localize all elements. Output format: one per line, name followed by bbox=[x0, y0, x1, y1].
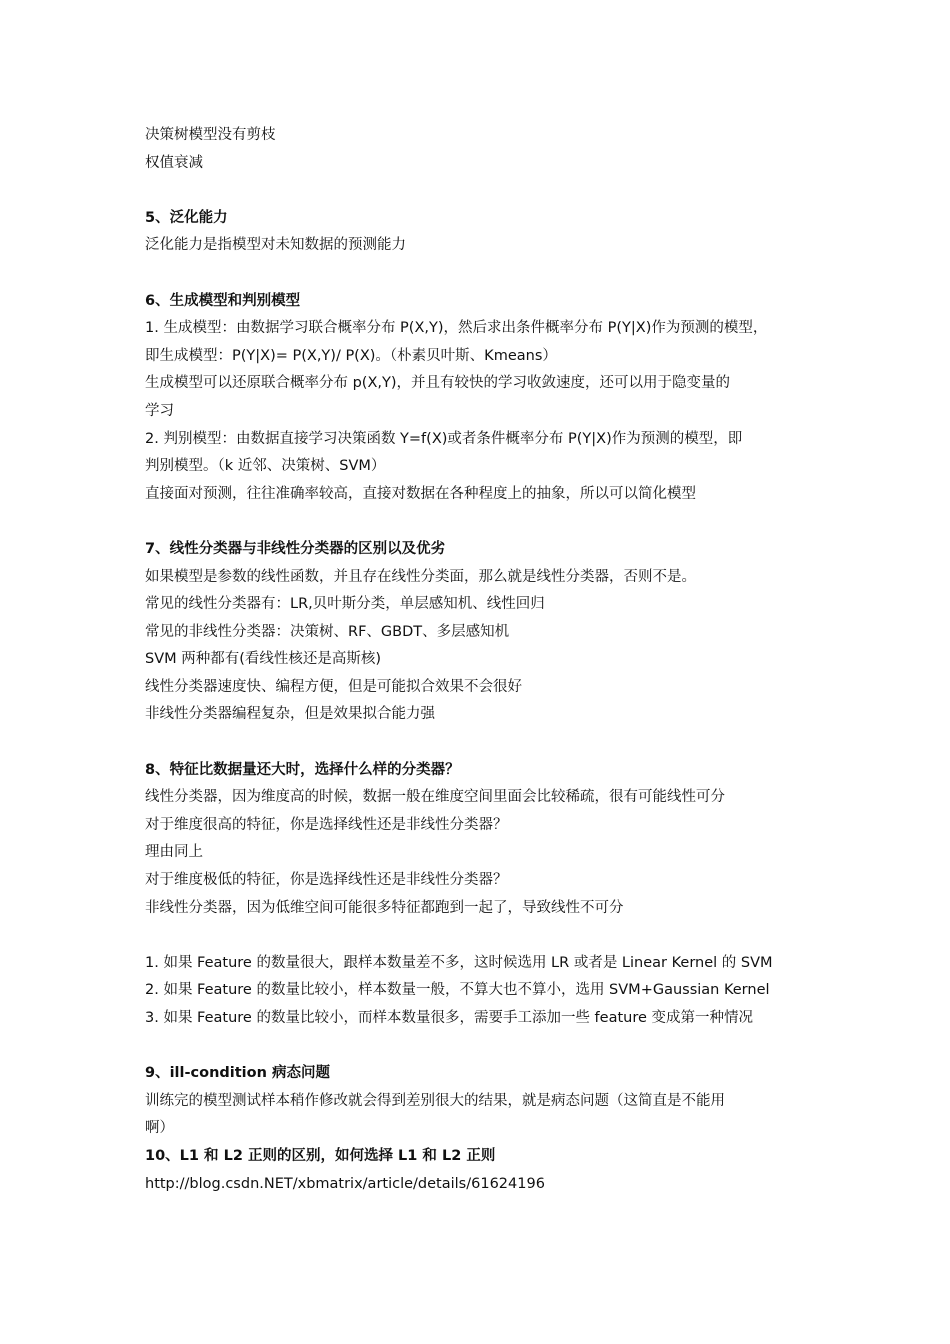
body-line: 常见的线性分类器有：LR,贝叶斯分类，单层感知机、线性回归 bbox=[145, 596, 545, 613]
section-heading-linear-classifiers: 7、线性分类器与非线性分类器的区别以及优劣 bbox=[145, 540, 446, 557]
body-line: 线性分类器，因为维度高的时候，数据一般在维度空间里面会比较稀疏，很有可能线性可分 bbox=[145, 789, 725, 806]
spacer bbox=[145, 508, 815, 536]
section-heading-l1-l2: 10、L1 和 L2 正则的区别，如何选择 L1 和 L2 正则 bbox=[145, 1147, 496, 1164]
body-line: 啊） bbox=[145, 1120, 174, 1137]
body-line: 即生成模型：P(Y|X)= P(X,Y)/ P(X)。（朴素贝叶斯、Kmeans） bbox=[145, 347, 557, 364]
spacer bbox=[145, 1033, 815, 1061]
body-line: 决策树模型没有剪枝 bbox=[145, 127, 276, 143]
section-heading-ill-condition: 9、ill-condition 病态问题 bbox=[145, 1065, 330, 1082]
body-line: 如果模型是参数的线性函数，并且存在线性分类面，那么就是线性分类器，否则不是。 bbox=[145, 568, 696, 585]
spacer bbox=[145, 260, 815, 288]
list-item: 1. 如果 Feature 的数量很大，跟样本数量差不多，这时候选用 LR 或者是 Linear Kernel 的 SVM bbox=[145, 954, 773, 971]
list-item: 3. 如果 Feature 的数量比较小，而样本数量很多，需要手工添加一些 feature 变成第一种情况 bbox=[145, 1010, 754, 1026]
body-line: 线性分类器速度快、编程方便，但是可能拟合效果不会很好 bbox=[145, 678, 522, 695]
body-line: 理由同上 bbox=[145, 844, 203, 861]
document-page bbox=[145, 122, 815, 1198]
body-line: 对于维度很高的特征，你是选择线性还是非线性分类器？ bbox=[145, 816, 508, 833]
body-line: 训练完的模型测试样本稍作修改就会得到差别很大的结果，就是病态问题（这简直是不能用 bbox=[145, 1092, 725, 1109]
body-line: 学习 bbox=[145, 402, 174, 419]
spacer bbox=[145, 922, 815, 950]
body-line: SVM 两种都有(看线性核还是高斯核) bbox=[145, 651, 382, 668]
body-line: 对于维度极低的特征，你是选择线性还是非线性分类器？ bbox=[145, 872, 508, 889]
spacer bbox=[145, 177, 815, 205]
body-line: 泛化能力是指模型对未知数据的预测能力 bbox=[145, 237, 406, 254]
section-heading-generative-discriminative: 6、生成模型和判别模型 bbox=[145, 292, 301, 309]
body-line: 直接面对预测，往往准确率较高，直接对数据在各种程度上的抽象，所以可以简化模型 bbox=[145, 485, 696, 502]
body-line: 判别模型。（k 近邻、决策树、SVM） bbox=[145, 458, 386, 475]
body-line: 常见的非线性分类器：决策树、RF、GBDT、多层感知机 bbox=[145, 623, 510, 640]
spacer bbox=[145, 729, 815, 757]
body-line: 生成模型可以还原联合概率分布 p(X,Y)，并且有较快的学习收敛速度，还可以用于隐变量的 bbox=[145, 375, 731, 392]
body-line: 2. 判别模型：由数据直接学习决策函数 Y=f(X)或者条件概率分布 P(Y|X)作为预测的模型，即 bbox=[145, 430, 743, 447]
reference-link-text: http://blog.csdn.NET/xbmatrix/article/details/61624196 bbox=[145, 1175, 545, 1192]
body-line: 1. 生成模型：由数据学习联合概率分布 P(X,Y)，然后求出条件概率分布 P(Y|X)作为预测的模型， bbox=[145, 320, 768, 337]
list-item: 2. 如果 Feature 的数量比较小，样本数量一般，不算大也不算小，选用 SVM+Gaussian Kernel bbox=[145, 982, 770, 999]
section-heading-generalization: 5、泛化能力 bbox=[145, 209, 228, 226]
section-heading-feature-vs-data: 8、特征比数据量还大时，选择什么样的分类器？ bbox=[145, 761, 460, 778]
body-line: 非线性分类器编程复杂，但是效果拟合能力强 bbox=[145, 706, 435, 723]
body-line: 非线性分类器，因为低维空间可能很多特征都跑到一起了，导致线性不可分 bbox=[145, 899, 624, 916]
body-line: 权值衰减 bbox=[145, 154, 203, 171]
